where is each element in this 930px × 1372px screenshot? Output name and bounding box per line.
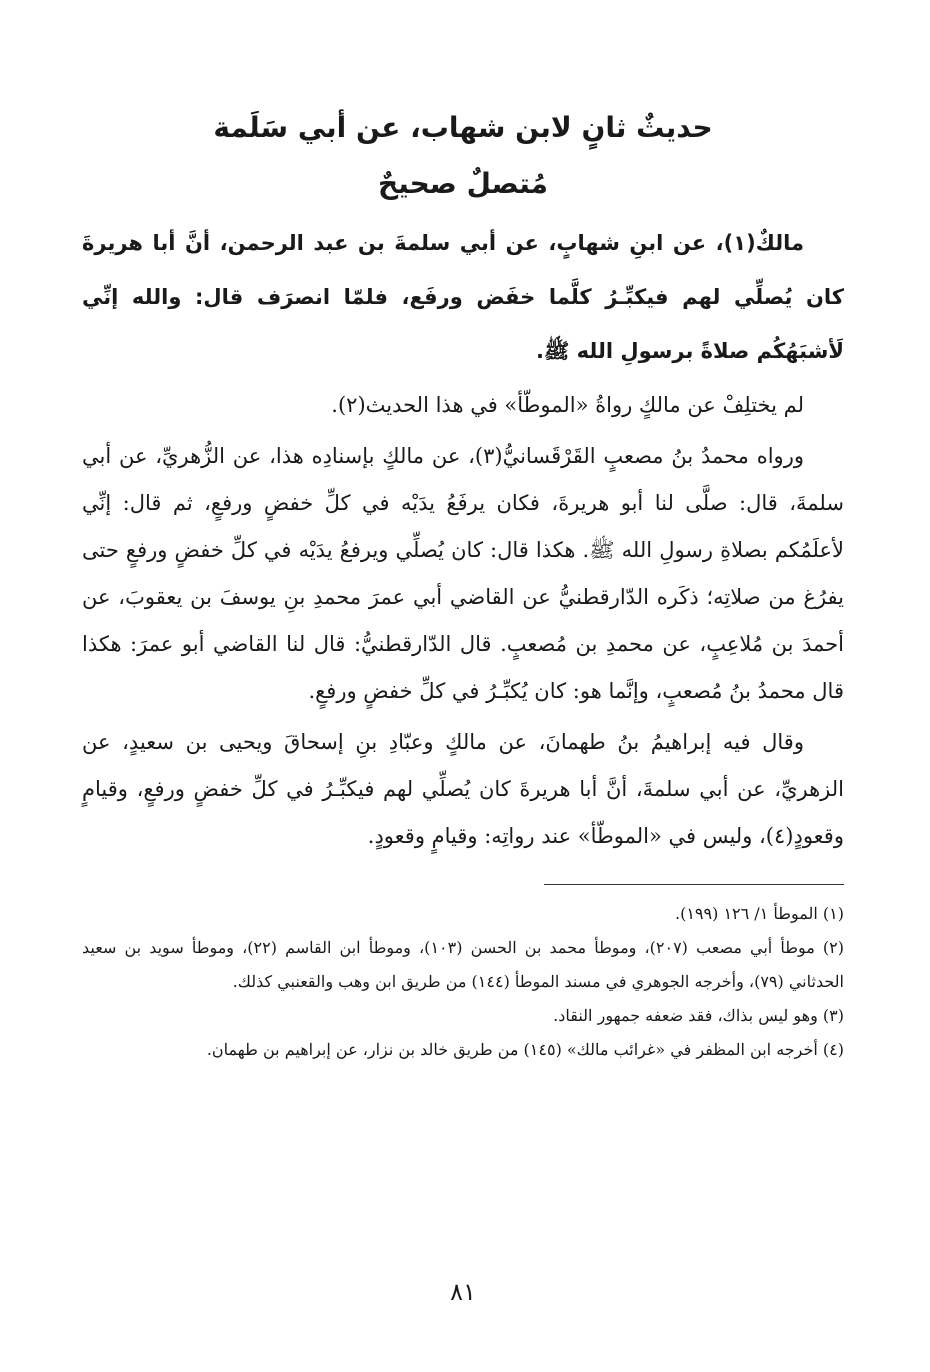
footnotes-list <box>82 897 844 1067</box>
commentary-paragraph: وقال فيه إبراهيمُ بنُ طهمانَ، عن مالكٍ وعبّادِ بنِ إسحاقَ ويحيى بن سعيدٍ، عن الزهريِّ، عن أبي سلمةَ، أنَّ أبا هريرةَ كان يُصلِّي لهم فيكبِّـرُ في كلِّ خفضٍ ورفعٍ، وقيامٍ وقعودٍ(٤)، وليس في «الموطّأ» عند رواتِه: وقيامٍ وقعودٍ. <box>82 730 844 848</box>
footnote: (٢) موطأ أبي مصعب (٢٠٧)، وموطأ محمد بن الحسن (١٠٣)، وموطأ ابن القاسم (٢٢)، وموطأ سويد بن سعيد الحدثاني (٧٩)، وأخرجه الجوهري في مسند الموطأ (١٤٤) من طريق ابن وهب والقعنبي كذلك. <box>82 938 845 991</box>
footnote: (٤) أخرجه ابن المظفر في «غرائب مالك» (١٤٥) من طريق خالد بن نزار، عن إبراهيم بن طهمان. <box>206 1040 844 1059</box>
hadith-text: مالكٌ(١)، عن ابنِ شهابٍ، عن أبي سلمةَ بن عبد الرحمن، أنَّ أبا هريرةَ كان يُصلِّي لهم فيكبِّـرُ كلَّما خفَض ورفَع، فلمّا انصرَف قال: والله إنِّي لَأشبَهُكُم صلاةً برسولِ الله ﷺ. <box>82 231 844 363</box>
footnote: (١) الموطأ ١/ ١٢٦ (١٩٩). <box>675 904 844 923</box>
hadith-subtitle: مُتصلٌ صحيحٌ <box>378 167 548 200</box>
hadith-title: حديثٌ ثانٍ لابن شهاب، عن أبي سَلَمة <box>213 111 713 144</box>
book-page <box>82 92 844 1342</box>
commentary-paragraph: ورواه محمدُ بنُ مصعبٍ القَرْقَسانيُّ(٣)، عن مالكٍ بإسنادِه هذا، عن الزُّهريِّ، عن أبي سلمةَ، قال: صلَّى لنا أبو هريرةَ، فكان يرفَعُ يدَيْه في كلِّ خفضٍ ورفعٍ، ثم قال: إنِّي لأعلَمُكم بصلاةِ رسولِ الله ﷺ. هكذا قال: كان يُصلِّي ويرفعُ يدَيْه في كلِّ خفضٍ ورفعٍ حتى يفرُغ من صلاتِه؛ ذكَره الدّارقطنيُّ عن القاضي أبي عمرَ محمدِ بنِ يوسفَ بن يعقوبَ، عن أحمدَ بن مُلاعِبٍ، عن محمدِ بن مُصعبٍ. قال الدّارقطنيُّ: قال لنا القاضي أبو عمرَ: هكذا قال محمدُ بنُ مُصعبٍ، وإنَّما هو: كان يُكبِّـرُ في كلِّ خفضٍ ورفعٍ. <box>82 444 844 703</box>
footnote: (٣) وهو ليس بذاك، فقد ضعفه جمهور النقاد. <box>553 1006 844 1025</box>
page-number: ٨١ <box>450 1278 476 1306</box>
commentary-paragraph: لم يختلِفْ عن مالكٍ رواةُ «الموطّأ» في هذا الحديث(٢). <box>331 393 804 417</box>
footnote-divider <box>544 884 844 885</box>
